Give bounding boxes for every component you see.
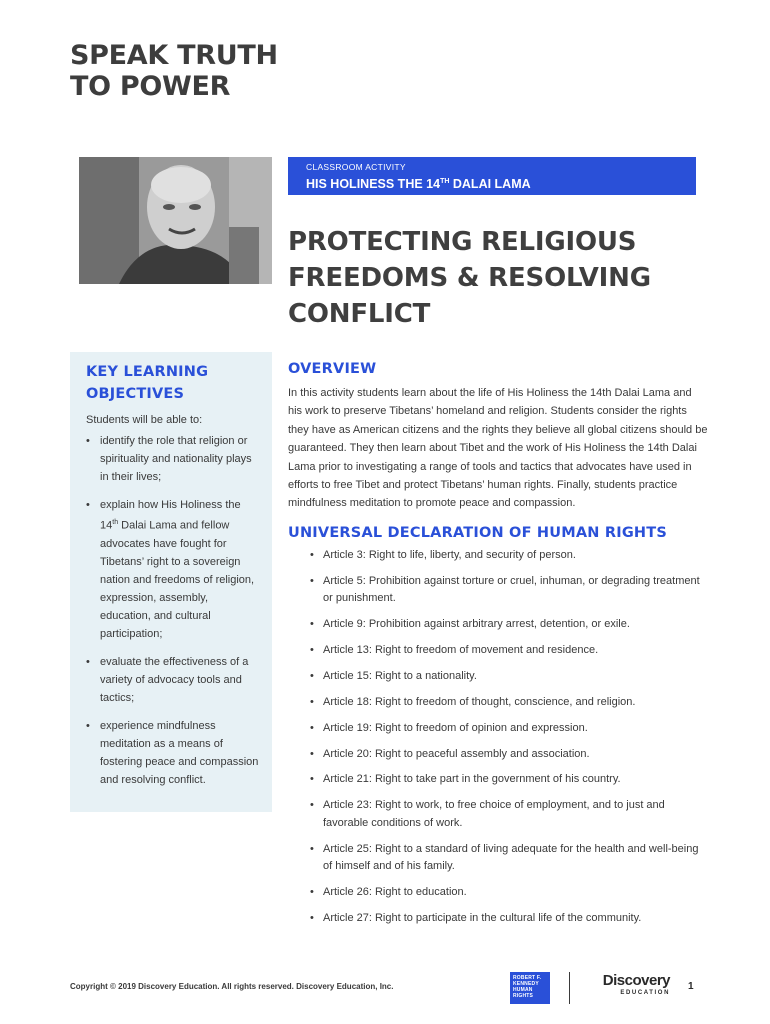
series-title xyxy=(70,40,370,102)
overview-text: In this activity students learn about the life of His Holiness the 14th Dalai Lama and his work to preserve Tibetans’ homeland and religion. Students consider the rights they have as American citizens and the rights they believe all global citizens should be guaranteed. They then learn about Tibet and the work of His Holiness the 14th Dalai Lama prior to investigating a range of tools and tactics that advocates have used in efforts to free Tibet and protect Tibetans’ human rights. Finally, students practice mindfulness meditation to promote peace and compassion. xyxy=(288,387,708,510)
series-title-line2: TO POWER xyxy=(70,71,231,102)
banner-kicker: CLASSROOM ACTIVITY xyxy=(306,162,406,172)
udhr-article: • Article 18: Right to freedom of thought, conscience, and religion. xyxy=(288,694,708,712)
udhr-article: • Article 19: Right to freedom of opinion and expression. xyxy=(288,720,708,738)
udhr-article: • Article 5: Prohibition against torture or cruel, inhuman, or degrading treatment or punishment. xyxy=(288,573,708,608)
objectives-list xyxy=(86,432,260,789)
activity-title-line1: PROTECTING RELIGIOUS xyxy=(288,227,637,257)
objective-2-post: Dalai Lama and fellow advocates have fought for Tibetans’ right to a sovereign nation and freedoms of religion, expression, assembly, education, and cultural participation; xyxy=(100,519,255,640)
banner-title-pre: HIS HOLINESS THE 14 xyxy=(306,177,441,191)
banner-title-sup: TH xyxy=(440,178,450,185)
objectives-heading xyxy=(86,361,236,405)
udhr-article-list xyxy=(288,547,708,928)
objectives-intro: Students will be able to: xyxy=(86,414,203,426)
logo-divider xyxy=(569,972,570,1004)
objectives-heading-line1: KEY LEARNING xyxy=(86,364,209,380)
discovery-logo-sub: EDUCATION xyxy=(620,990,670,996)
activity-title xyxy=(288,224,708,332)
discovery-education-logo xyxy=(580,973,670,998)
activity-title-line2: FREEDOMS & RESOLVING xyxy=(288,263,651,293)
udhr-article: • Article 20: Right to peaceful assembly and association. xyxy=(288,746,708,764)
objective-item: • evaluate the effectiveness of a variety of advocacy tools and tactics; xyxy=(86,653,260,707)
udhr-article: • Article 25: Right to a standard of living adequate for the health and well-being of himself and of his family. xyxy=(288,841,708,876)
page-number: 1 xyxy=(688,981,694,992)
objective-2-pre: explain how His Holiness the xyxy=(100,499,241,511)
objective-item xyxy=(86,496,260,643)
portrait-photo xyxy=(79,157,272,284)
main-content xyxy=(288,358,708,936)
udhr-article: • Article 9: Prohibition against arbitrary arrest, detention, or exile. xyxy=(288,616,708,634)
objective-2-sup: th xyxy=(112,519,119,526)
objective-2-num: 14 xyxy=(100,519,113,532)
activity-title-line3: CONFLICT xyxy=(288,299,431,329)
objective-item: • experience mindfulness meditation as a means of fostering peace and compassion and resolving conflict. xyxy=(86,717,260,789)
udhr-article: • Article 27: Right to participate in the cultural life of the community. xyxy=(288,910,708,928)
learning-objectives-panel xyxy=(70,352,272,812)
udhr-article: • Article 21: Right to take part in the government of his country. xyxy=(288,771,708,789)
rfk-human-rights-logo: ROBERT F. KENNEDY HUMAN RIGHTS xyxy=(510,972,550,1004)
discovery-logo-main: Discovery xyxy=(602,972,670,989)
udhr-heading: UNIVERSAL DECLARATION OF HUMAN RIGHTS xyxy=(288,524,668,541)
objective-item: • identify the role that religion or spirituality and nationality plays in their lives; xyxy=(86,432,260,486)
overview-heading: OVERVIEW xyxy=(288,361,377,377)
udhr-article: • Article 3: Right to life, liberty, and security of person. xyxy=(288,547,708,565)
objectives-heading-line2: OBJECTIVES xyxy=(86,386,185,402)
udhr-article: • Article 13: Right to freedom of movement and residence. xyxy=(288,642,708,660)
banner-title xyxy=(306,173,696,193)
copyright-notice: Copyright © 2019 Discovery Education. All rights reserved. Discovery Education, Inc. xyxy=(70,982,394,991)
portrait-illustration xyxy=(79,157,272,284)
udhr-article: • Article 26: Right to education. xyxy=(288,884,708,902)
banner-title-post: DALAI LAMA xyxy=(449,177,531,191)
activity-banner xyxy=(288,157,696,195)
udhr-article: • Article 15: Right to a nationality. xyxy=(288,668,708,686)
udhr-article: • Article 23: Right to work, to free choice of employment, and to just and favorable conditions of work. xyxy=(288,797,708,832)
series-title-line1: SPEAK TRUTH xyxy=(70,40,278,71)
